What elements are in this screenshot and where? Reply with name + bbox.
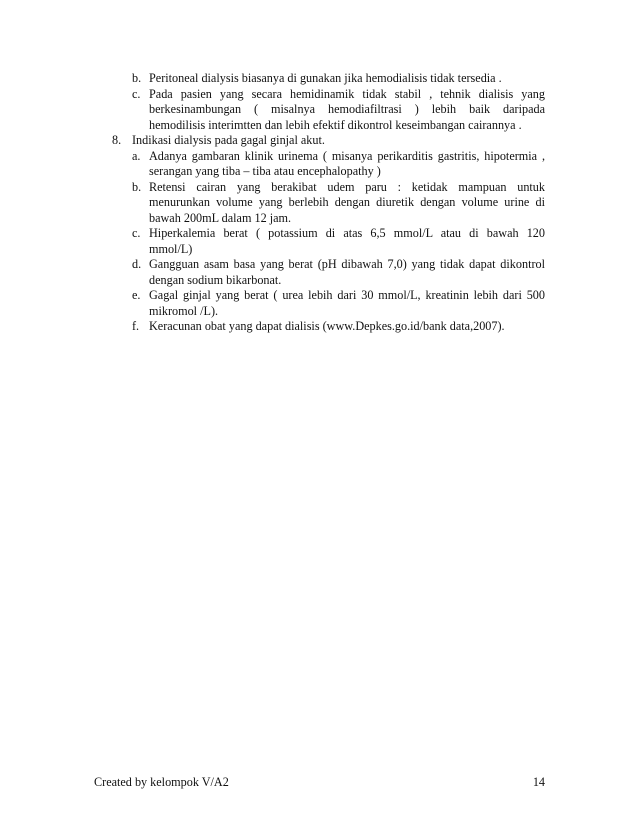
list-item-b: [112, 180, 545, 196]
footer-credit: Created by kelompok V/A2: [94, 775, 229, 789]
list-marker: d.: [132, 257, 142, 271]
list-marker: b.: [132, 179, 142, 194]
list-item-text: berkesinambungan ( misalnya hemodiafiltrasi ) lebih baik daripada: [149, 102, 545, 116]
list-item-c: [112, 87, 545, 103]
list-item-text: hemodilisis interimtten dan lebih efektif dikontrol keseimbangan cairannya .: [149, 117, 522, 132]
list-item-a: [112, 149, 545, 165]
list-item-c-continuation: [112, 242, 545, 258]
list-item-b-continuation: [112, 195, 545, 211]
list-marker: f.: [132, 319, 140, 333]
list-item-c: [112, 226, 545, 242]
list-item-d: [112, 257, 545, 273]
section-number: 8.: [112, 133, 122, 147]
section-title: Indikasi dialysis pada gagal ginjal akut.: [132, 133, 325, 147]
document-body: [112, 71, 545, 335]
list-marker: c.: [132, 86, 141, 101]
list-item-c-continuation: [112, 118, 545, 134]
list-item-text: Retensi cairan yang berakibat udem paru : ketidak mampuan untuk: [149, 179, 545, 194]
list-item-b: [112, 71, 545, 87]
list-item-text: mmol/L): [149, 241, 193, 256]
list-item-e-continuation: [112, 304, 545, 320]
list-item-e: [112, 288, 545, 304]
list-item-text: Adanya gambaran klinik urinema ( misanya perikarditis gastritis, hipotermia ,: [149, 148, 545, 163]
list-item-text: bawah 200mL dalam 12 jam.: [149, 210, 292, 225]
list-marker: c.: [132, 226, 141, 240]
list-item-text: dengan sodium bikarbonat.: [149, 272, 282, 287]
section-8-heading: [112, 133, 545, 149]
list-item-text: Gangguan asam basa yang berat (pH dibawah 7,0) yang tidak dapat dikontrol: [149, 257, 545, 271]
list-item-d-continuation: [112, 273, 545, 289]
list-marker: e.: [132, 288, 141, 302]
list-item-text: Hiperkalemia berat ( potassium di atas 6,5 mmol/L atau di bawah 120: [149, 226, 545, 240]
list-item-text: serangan yang tiba – tiba atau encephalopathy ): [149, 164, 381, 178]
list-item-text: Pada pasien yang secara hemidinamik tidak stabil , tehnik dialisis yang: [149, 86, 545, 101]
list-item-a-continuation: [112, 164, 545, 180]
list-item-c-continuation: [112, 102, 545, 118]
list-item-f: [112, 319, 545, 335]
page-number: 14: [532, 775, 545, 789]
list-marker: b.: [132, 71, 142, 85]
list-item-text: mikromol /L).: [149, 303, 219, 318]
list-marker: a.: [132, 148, 141, 163]
list-item-text: Peritoneal dialysis biasanya di gunakan jika hemodialisis tidak tersedia .: [149, 71, 502, 85]
list-item-text: menurunkan volume yang berlebih dengan diuretik dengan volume urine di: [149, 195, 545, 209]
list-item-text: Gagal ginjal yang berat ( urea lebih dari 30 mmol/L, kreatinin lebih dari 500: [149, 288, 545, 302]
list-item-text: Keracunan obat yang dapat dialisis (www.Depkes.go.id/bank data,2007).: [149, 319, 505, 333]
list-item-b-continuation: [112, 211, 545, 227]
